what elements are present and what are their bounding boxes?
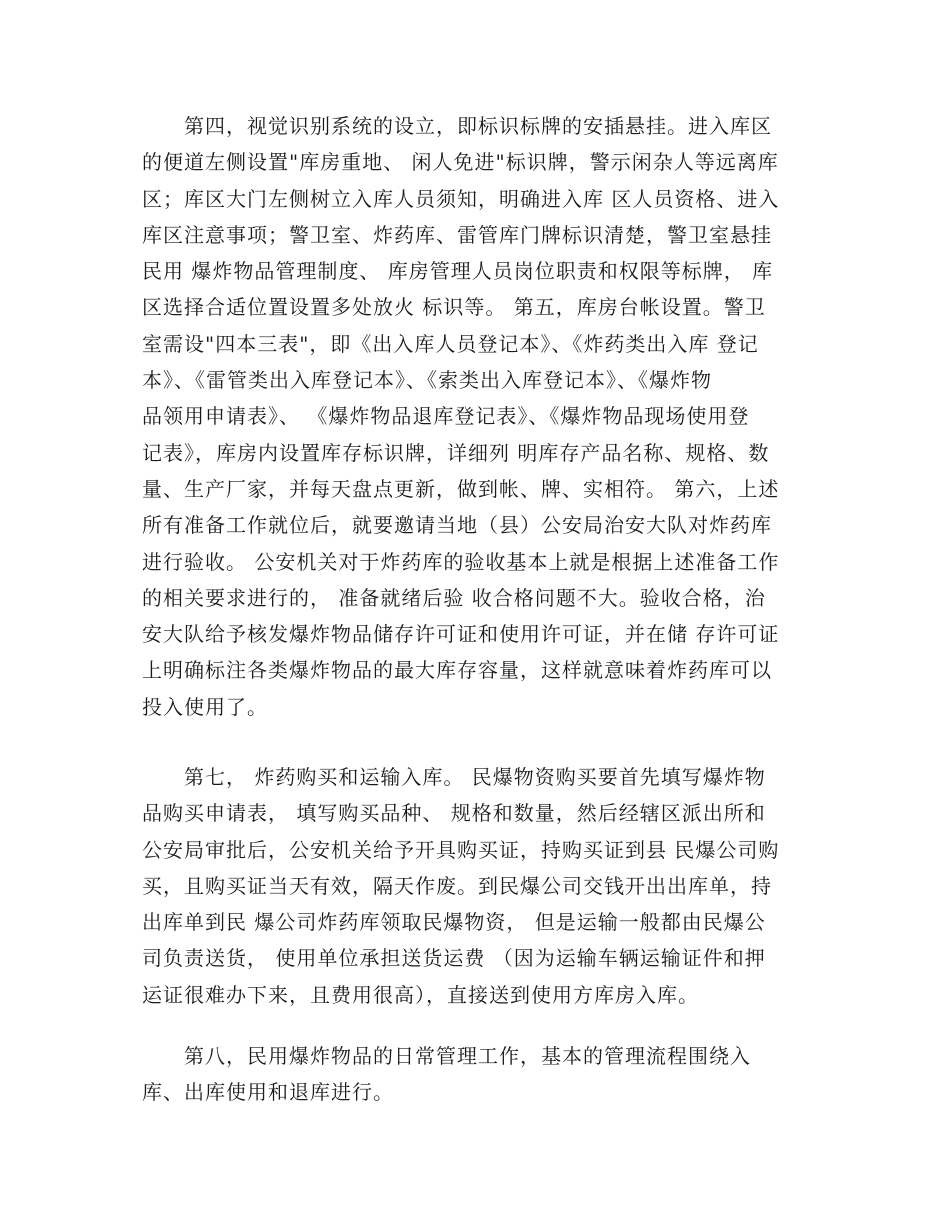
text-line: 进行验收。 公安机关对于炸药库的验收基本上就是根据上述准备工作	[142, 549, 780, 574]
text-line: 库、出库使用和退库进行。	[142, 1080, 394, 1105]
text-line: 第七， 炸药购买和运输入库。 民爆物资购买要首先填写爆炸物	[142, 765, 766, 789]
text-line: 本》、《雷管类出入库登记本》、《索类出入库登记本》、《爆炸物	[142, 368, 712, 393]
text-line: 公安局审批后，公安机关给予开具购买证，持购买证到县 民爆公司购	[142, 837, 780, 862]
text-line: 库区注意事项；警卫室、炸药库、雷管库门牌标识清楚，警卫室悬挂	[142, 222, 772, 247]
text-line: 上明确标注各类爆炸物品的最大库存容量，这样就意味着炸药库可以	[142, 658, 772, 683]
paragraph-visual-identity	[142, 108, 812, 725]
paragraph-daily-management	[142, 1038, 812, 1111]
text-line: 的便道左侧设置"库房重地、 闲人免进"标识牌，警示闲杂人等远离库	[142, 150, 779, 175]
text-line: 司负责送货， 使用单位承担送货运费 （因为运输车辆运输证件和押	[142, 946, 766, 971]
text-line: 出库单到民 爆公司炸药库领取民爆物资， 但是运输一般都由民爆公	[142, 910, 766, 935]
text-line: 室需设"四本三表"，即《出入库人员登记本》、《炸药类出入库 登记	[142, 331, 759, 356]
text-line: 第八，民用爆炸物品的日常管理工作，基本的管理流程围绕入	[142, 1044, 751, 1068]
text-line: 买，且购买证当天有效，隔天作废。到民爆公司交钱开出出库单，持	[142, 873, 772, 898]
text-line: 区选择合适位置设置多处放火 标识等。 第五，库房台帐设置。警卫	[142, 295, 766, 320]
text-line: 安大队给予核发爆炸物品储存许可证和使用许可证，并在储 存许可证	[142, 622, 780, 647]
text-line: 记表》，库房内设置库存标识牌，详细列 明库存产品名称、规格、数	[142, 440, 770, 465]
paragraph-purchase-transport	[142, 759, 812, 1013]
text-line: 运证很难办下来，且费用很高），直接送到使用方库房入库。	[142, 982, 699, 1007]
text-line: 量、生产厂家，并每天盘点更新，做到帐、牌、实相符。 第六，上述	[142, 476, 780, 501]
text-line: 第四，视觉识别系统的设立，即标识标牌的安插悬挂。进入库区	[142, 114, 772, 138]
text-line: 区；库区大门左侧树立入库人员须知，明确进入库 区人员资格、进入	[142, 186, 780, 211]
text-line: 投入使用了。	[142, 694, 268, 719]
text-line: 所有准备工作就位后，就要邀请当地（县）公安局治安大队对炸药库	[142, 513, 772, 538]
text-line: 的相关要求进行的， 准备就绪后验 收合格问题不大。验收合格，治	[142, 585, 766, 610]
text-line: 民用 爆炸物品管理制度、 库房管理人员岗位职责和权限等标牌， 库	[142, 259, 774, 284]
text-line: 品领用申请表》、 《爆炸物品退库登记表》、《爆炸物品现场使用登	[142, 404, 750, 429]
text-line: 品购买申请表， 填写购买品种、 规格和数量，然后经辖区派出所和	[142, 801, 766, 826]
